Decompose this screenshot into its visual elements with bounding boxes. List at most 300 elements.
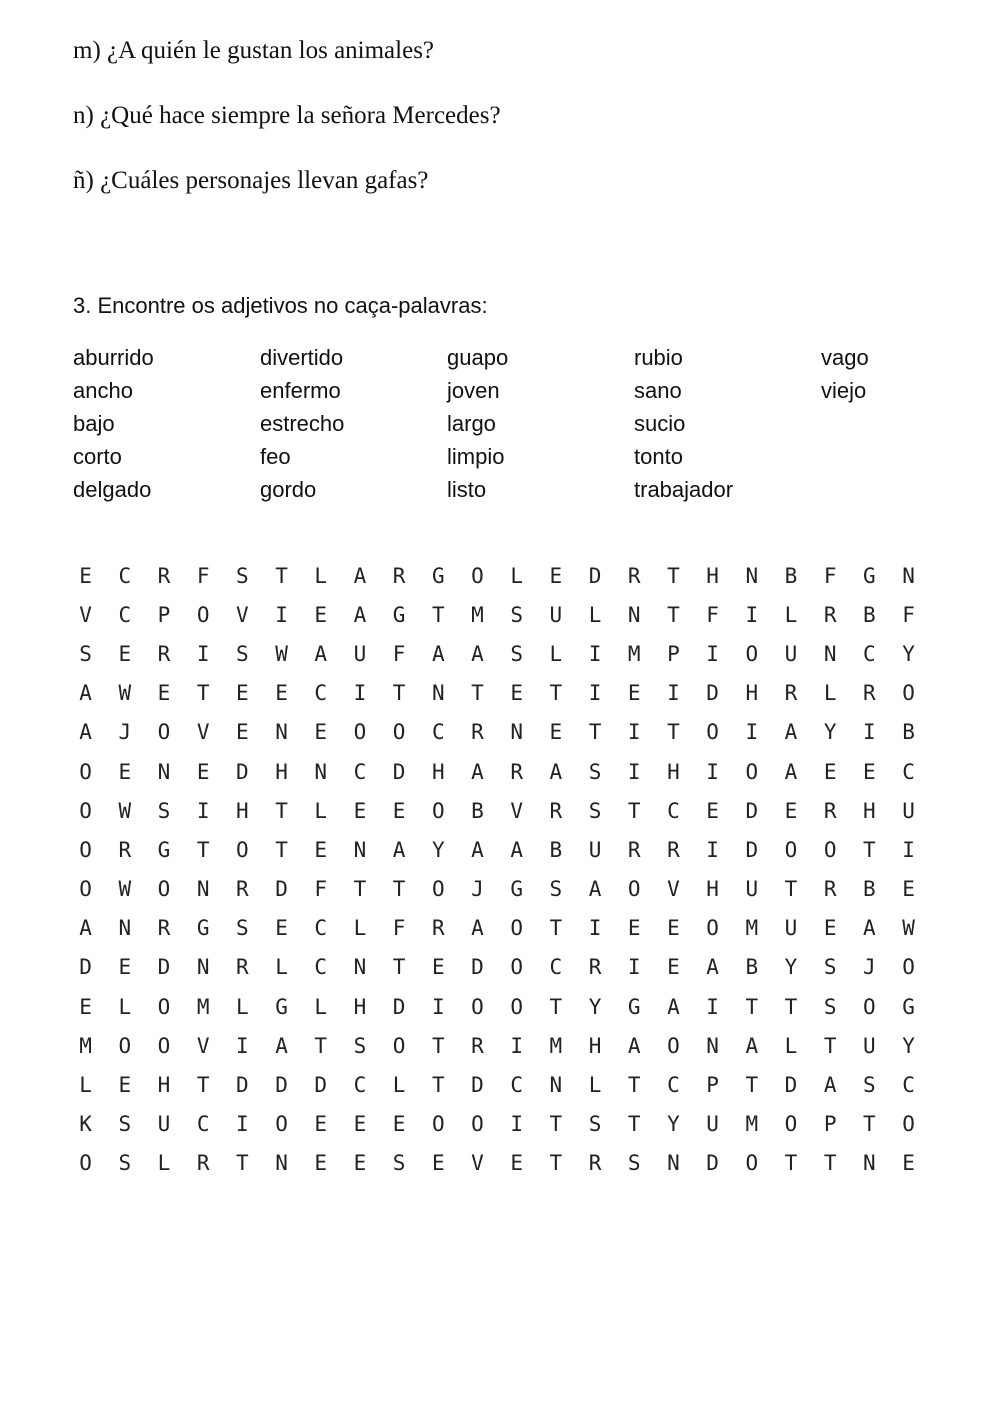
word-column	[634, 341, 821, 506]
grid-letter: N	[823, 641, 837, 666]
grid-letter: E	[314, 1112, 328, 1137]
grid-letter: U	[902, 798, 915, 823]
grid-letter: C	[863, 641, 876, 666]
grid-letter: J	[863, 955, 876, 980]
grid-letter: O	[863, 994, 876, 1019]
grid-letter: V	[236, 602, 249, 627]
word-list-item: largo	[447, 411, 496, 436]
grid-letter: E	[314, 720, 328, 745]
grid-letter: D	[745, 837, 759, 862]
grid-letter: O	[431, 798, 445, 823]
grid-letter: T	[353, 877, 367, 902]
grid-letter: L	[314, 798, 328, 823]
grid-letter: G	[196, 916, 210, 941]
question-n: n) ¿Qué hace siempre la señora Mercedes?	[73, 102, 501, 129]
grid-letter: A	[79, 681, 92, 706]
grid-letter: A	[745, 1033, 759, 1058]
grid-letter: V	[510, 798, 523, 823]
grid-letter: Y	[902, 1033, 915, 1058]
grid-letter: A	[353, 602, 367, 627]
grid-letter: O	[118, 1033, 132, 1058]
grid-letter: O	[79, 837, 92, 862]
grid-letter: L	[314, 563, 328, 588]
grid-letter: N	[275, 1151, 288, 1176]
grid-letter: O	[157, 720, 171, 745]
grid-letter: S	[823, 955, 837, 980]
grid-letter: O	[706, 916, 719, 941]
grid-letter: O	[431, 1112, 445, 1137]
grid-letter: D	[275, 1073, 288, 1098]
grid-letter: T	[549, 916, 563, 941]
grid-letter: L	[510, 563, 523, 588]
word-list-item: feo	[260, 444, 291, 469]
word-list-item: bajo	[73, 411, 115, 436]
grid-letter: Y	[588, 994, 602, 1019]
grid-letter: U	[549, 602, 563, 627]
grid-letter: T	[196, 1073, 210, 1098]
grid-letter: H	[863, 798, 876, 823]
grid-letter: K	[79, 1112, 92, 1137]
grid-letter: M	[196, 994, 210, 1019]
grid-row	[66, 556, 928, 595]
grid-letter: I	[236, 1112, 249, 1137]
grid-letter: W	[118, 877, 132, 902]
grid-letter: A	[471, 837, 484, 862]
grid-letter: U	[863, 1033, 876, 1058]
grid-letter: I	[196, 641, 210, 666]
grid-row	[66, 595, 928, 634]
grid-letter: A	[510, 837, 523, 862]
grid-letter: B	[902, 720, 915, 745]
grid-letter: A	[471, 641, 484, 666]
word-list-item: vago	[821, 345, 869, 370]
grid-letter: I	[627, 720, 641, 745]
grid-letter: T	[275, 837, 288, 862]
grid-letter: T	[745, 1073, 759, 1098]
grid-letter: S	[79, 641, 92, 666]
grid-letter: T	[431, 602, 445, 627]
grid-letter: T	[549, 1112, 563, 1137]
grid-letter: O	[706, 720, 719, 745]
adjective-word-list	[73, 341, 973, 511]
grid-letter: T	[863, 837, 876, 862]
grid-letter: O	[196, 602, 210, 627]
grid-letter: N	[706, 1033, 719, 1058]
grid-letter: E	[353, 1151, 367, 1176]
grid-letter: N	[745, 563, 759, 588]
grid-letter: T	[823, 1033, 837, 1058]
grid-letter: L	[118, 994, 132, 1019]
grid-letter: G	[510, 877, 523, 902]
grid-letter: T	[275, 798, 288, 823]
grid-letter: I	[196, 798, 210, 823]
grid-letter: E	[157, 681, 171, 706]
grid-letter: W	[275, 641, 288, 666]
grid-letter: O	[79, 759, 92, 784]
grid-letter: O	[157, 877, 171, 902]
grid-letter: E	[667, 955, 680, 980]
grid-letter: M	[627, 641, 641, 666]
grid-letter: H	[745, 681, 759, 706]
grid-letter: O	[784, 1112, 798, 1137]
grid-letter: D	[471, 1073, 484, 1098]
word-list-item: sano	[634, 378, 682, 403]
word-list-item: joven	[447, 378, 500, 403]
grid-letter: A	[627, 1033, 641, 1058]
grid-row	[66, 870, 928, 909]
grid-letter: O	[510, 916, 523, 941]
grid-letter: F	[392, 641, 406, 666]
grid-row	[66, 1065, 928, 1104]
grid-letter: T	[549, 994, 563, 1019]
grid-letter: D	[392, 994, 406, 1019]
grid-letter: O	[471, 1112, 484, 1137]
grid-letter: E	[549, 563, 563, 588]
grid-letter: S	[588, 1112, 602, 1137]
grid-letter: M	[745, 916, 759, 941]
grid-letter: L	[275, 955, 288, 980]
grid-letter: O	[510, 994, 523, 1019]
grid-letter: N	[510, 720, 523, 745]
word-column	[73, 341, 260, 506]
grid-letter: R	[823, 602, 837, 627]
grid-row	[66, 1105, 928, 1144]
grid-letter: I	[510, 1033, 523, 1058]
word-list-item: rubio	[634, 345, 683, 370]
grid-letter: E	[236, 681, 249, 706]
grid-letter: C	[196, 1112, 210, 1137]
grid-row	[66, 674, 928, 713]
grid-row	[66, 1026, 928, 1065]
grid-letter: M	[549, 1033, 563, 1058]
grid-letter: T	[275, 563, 288, 588]
grid-letter: T	[314, 1033, 328, 1058]
grid-letter: J	[118, 720, 132, 745]
grid-letter: L	[79, 1073, 92, 1098]
grid-letter: N	[627, 602, 641, 627]
grid-row	[66, 830, 928, 869]
grid-letter: S	[627, 1151, 641, 1176]
grid-letter: R	[667, 837, 680, 862]
grid-letter: S	[118, 1151, 132, 1176]
grid-letter: W	[118, 798, 132, 823]
grid-letter: O	[471, 994, 484, 1019]
grid-row	[66, 752, 928, 791]
grid-letter: R	[627, 563, 641, 588]
grid-letter: T	[823, 1151, 837, 1176]
grid-letter: O	[627, 877, 641, 902]
grid-letter: E	[627, 916, 641, 941]
grid-letter: F	[823, 563, 837, 588]
grid-letter: R	[236, 877, 249, 902]
grid-letter: A	[863, 916, 876, 941]
grid-letter: A	[79, 916, 92, 941]
grid-letter: D	[392, 759, 406, 784]
grid-letter: C	[314, 955, 328, 980]
grid-letter: W	[118, 681, 132, 706]
grid-letter: A	[314, 641, 328, 666]
grid-letter: P	[157, 602, 171, 627]
word-list-item: gordo	[260, 477, 317, 502]
grid-letter: N	[863, 1151, 876, 1176]
grid-letter: T	[196, 837, 210, 862]
grid-letter: B	[784, 563, 798, 588]
grid-letter: E	[706, 798, 719, 823]
word-list-item: divertido	[260, 345, 344, 370]
grid-letter: C	[314, 681, 328, 706]
grid-letter: L	[588, 1073, 602, 1098]
grid-letter: T	[236, 1151, 249, 1176]
grid-letter: O	[784, 837, 798, 862]
grid-letter: N	[431, 681, 445, 706]
grid-letter: O	[157, 1033, 171, 1058]
grid-letter: R	[118, 837, 132, 862]
grid-letter: E	[627, 681, 641, 706]
grid-letter: C	[667, 1073, 680, 1098]
grid-row	[66, 713, 928, 752]
grid-letter: L	[157, 1151, 171, 1176]
grid-letter: N	[275, 720, 288, 745]
grid-letter: D	[314, 1073, 328, 1098]
grid-letter: E	[667, 916, 680, 941]
grid-letter: I	[745, 720, 759, 745]
grid-letter: B	[549, 837, 563, 862]
grid-letter: I	[706, 994, 719, 1019]
grid-letter: T	[745, 994, 759, 1019]
grid-letter: M	[471, 602, 484, 627]
grid-letter: E	[510, 681, 523, 706]
word-list-item: corto	[73, 444, 122, 469]
grid-letter: T	[549, 681, 563, 706]
grid-row	[66, 987, 928, 1026]
grid-letter: T	[196, 681, 210, 706]
grid-letter: A	[392, 837, 406, 862]
grid-letter: R	[627, 837, 641, 862]
word-search-grid	[66, 556, 928, 1181]
grid-letter: E	[902, 877, 915, 902]
grid-letter: O	[275, 1112, 288, 1137]
grid-letter: F	[902, 602, 915, 627]
grid-letter: T	[549, 1151, 563, 1176]
grid-letter: L	[392, 1073, 406, 1098]
grid-letter: I	[745, 602, 759, 627]
grid-letter: I	[902, 837, 915, 862]
grid-letter: D	[706, 1151, 719, 1176]
grid-letter: C	[314, 916, 328, 941]
grid-letter: R	[549, 798, 563, 823]
grid-letter: A	[353, 563, 367, 588]
grid-letter: O	[745, 759, 759, 784]
grid-letter: D	[275, 877, 288, 902]
grid-letter: D	[745, 798, 759, 823]
grid-letter: T	[392, 681, 406, 706]
grid-letter: Y	[667, 1112, 680, 1137]
grid-letter: T	[667, 563, 680, 588]
grid-letter: I	[863, 720, 876, 745]
grid-letter: T	[667, 720, 680, 745]
grid-letter: I	[431, 994, 445, 1019]
grid-letter: C	[118, 602, 132, 627]
grid-letter: C	[667, 798, 680, 823]
grid-letter: D	[236, 1073, 249, 1098]
grid-letter: R	[863, 681, 876, 706]
grid-letter: E	[196, 759, 210, 784]
grid-letter: V	[471, 1151, 484, 1176]
grid-letter: S	[118, 1112, 132, 1137]
word-list-item: ancho	[73, 378, 133, 403]
grid-letter: S	[236, 641, 249, 666]
grid-letter: E	[510, 1151, 523, 1176]
grid-letter: E	[353, 1112, 367, 1137]
grid-letter: H	[157, 1073, 171, 1098]
grid-letter: R	[236, 955, 249, 980]
grid-letter: Y	[823, 720, 837, 745]
grid-letter: H	[275, 759, 288, 784]
grid-letter: R	[823, 798, 837, 823]
grid-letter: R	[431, 916, 445, 941]
grid-letter: A	[471, 916, 484, 941]
grid-letter: T	[588, 720, 602, 745]
grid-letter: S	[510, 641, 523, 666]
grid-letter: O	[745, 1151, 759, 1176]
word-list-item: sucio	[634, 411, 686, 436]
grid-letter: O	[79, 798, 92, 823]
grid-letter: H	[353, 994, 367, 1019]
grid-letter: A	[784, 759, 798, 784]
grid-letter: E	[275, 916, 288, 941]
grid-letter: Y	[431, 837, 445, 862]
grid-letter: L	[549, 641, 563, 666]
grid-letter: U	[706, 1112, 719, 1137]
grid-letter: Y	[784, 955, 798, 980]
grid-letter: R	[157, 916, 171, 941]
grid-letter: N	[196, 955, 210, 980]
grid-letter: L	[236, 994, 249, 1019]
grid-letter: R	[471, 1033, 484, 1058]
grid-letter: V	[667, 877, 680, 902]
grid-letter: I	[627, 759, 641, 784]
grid-letter: G	[275, 994, 288, 1019]
grid-letter: D	[157, 955, 171, 980]
grid-letter: R	[510, 759, 523, 784]
grid-letter: F	[706, 602, 719, 627]
grid-letter: L	[823, 681, 837, 706]
grid-letter: O	[902, 1112, 915, 1137]
grid-letter: M	[79, 1033, 92, 1058]
grid-letter: B	[745, 955, 759, 980]
grid-letter: I	[706, 837, 719, 862]
grid-row	[66, 634, 928, 673]
grid-letter: S	[157, 798, 171, 823]
grid-letter: H	[236, 798, 249, 823]
grid-letter: E	[431, 955, 445, 980]
grid-letter: S	[823, 994, 837, 1019]
grid-letter: I	[706, 759, 719, 784]
grid-letter: O	[431, 877, 445, 902]
grid-letter: H	[706, 877, 719, 902]
grid-letter: G	[902, 994, 915, 1019]
grid-letter: S	[236, 563, 249, 588]
grid-letter: O	[79, 1151, 92, 1176]
word-list-item: listo	[447, 477, 487, 502]
grid-letter: D	[79, 955, 92, 980]
section-title: 3. Encontre os adjetivos no caça-palavras:	[73, 293, 488, 318]
grid-letter: P	[706, 1073, 719, 1098]
grid-letter: E	[118, 955, 132, 980]
grid-letter: T	[392, 955, 406, 980]
grid-letter: E	[118, 641, 132, 666]
grid-letter: I	[588, 641, 602, 666]
grid-letter: E	[784, 798, 798, 823]
grid-letter: S	[392, 1151, 406, 1176]
grid-letter: S	[510, 602, 523, 627]
grid-letter: E	[902, 1151, 915, 1176]
grid-letter: O	[392, 1033, 406, 1058]
grid-letter: O	[902, 681, 915, 706]
grid-letter: E	[431, 1151, 445, 1176]
grid-letter: D	[784, 1073, 798, 1098]
grid-letter: E	[236, 720, 249, 745]
grid-letter: O	[236, 837, 249, 862]
grid-letter: N	[118, 916, 132, 941]
grid-letter: V	[79, 602, 92, 627]
grid-letter: E	[823, 916, 837, 941]
grid-letter: T	[627, 1073, 641, 1098]
grid-letter: I	[588, 916, 602, 941]
grid-letter: O	[471, 563, 484, 588]
grid-letter: W	[902, 916, 915, 941]
word-column	[447, 341, 634, 506]
grid-letter: T	[784, 877, 798, 902]
grid-letter: N	[353, 955, 367, 980]
grid-letter: R	[784, 681, 798, 706]
grid-letter: E	[314, 1151, 328, 1176]
word-list-item: trabajador	[634, 477, 734, 502]
grid-letter: N	[549, 1073, 563, 1098]
grid-letter: A	[706, 955, 719, 980]
grid-letter: G	[627, 994, 641, 1019]
grid-letter: N	[314, 759, 328, 784]
grid-letter: E	[314, 602, 328, 627]
grid-letter: I	[275, 602, 288, 627]
grid-letter: C	[902, 759, 915, 784]
grid-row	[66, 948, 928, 987]
grid-letter: O	[823, 837, 837, 862]
grid-letter: T	[627, 798, 641, 823]
grid-letter: C	[353, 1073, 367, 1098]
grid-letter: L	[588, 602, 602, 627]
grid-letter: O	[157, 994, 171, 1019]
grid-letter: T	[431, 1033, 445, 1058]
grid-row	[66, 791, 928, 830]
word-list-item: estrecho	[260, 411, 345, 436]
grid-letter: R	[823, 877, 837, 902]
grid-letter: Y	[902, 641, 915, 666]
grid-letter: D	[236, 759, 249, 784]
grid-letter: R	[471, 720, 484, 745]
grid-letter: I	[706, 641, 719, 666]
grid-letter: U	[157, 1112, 171, 1137]
grid-letter: A	[431, 641, 445, 666]
grid-letter: P	[823, 1112, 837, 1137]
grid-letter: A	[275, 1033, 288, 1058]
grid-letter: C	[118, 563, 132, 588]
word-list-item: delgado	[73, 477, 152, 502]
grid-letter: S	[863, 1073, 876, 1098]
grid-letter: E	[549, 720, 563, 745]
grid-letter: A	[588, 877, 602, 902]
grid-letter: N	[353, 837, 367, 862]
